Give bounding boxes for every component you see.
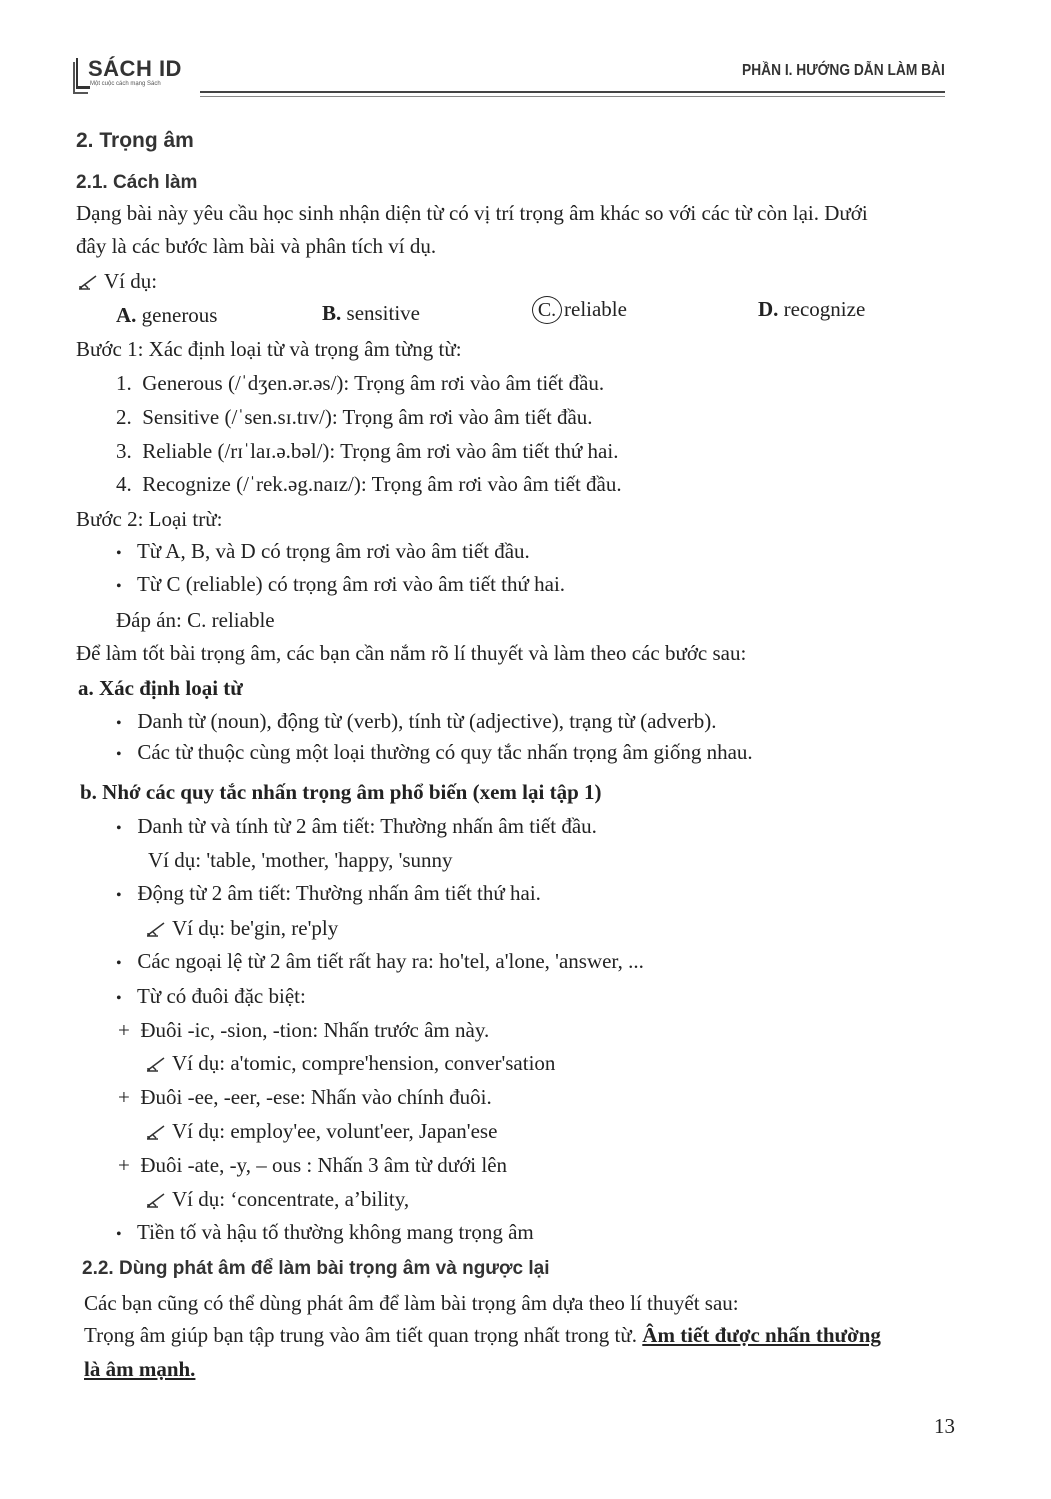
tip-line: Để làm tốt bài trọng âm, các bạn cần nắm rõ lí thuyết và làm theo các bước sau: bbox=[76, 641, 747, 665]
subheading-b: b. Nhớ các quy tắc nhấn trọng âm phổ biến (xem lại tập 1) bbox=[80, 780, 602, 804]
logo-text: SÁCH ID bbox=[88, 56, 182, 81]
pen-icon bbox=[146, 921, 168, 937]
plus-item: + Đuôi -ate, -y, – ous : Nhấn 3 âm từ dưới lên bbox=[118, 1153, 508, 1177]
logo-tagline: Một cuộc cách mạng Sách bbox=[90, 81, 161, 87]
example-line: Ví dụ: ‘concentrate, a’bility, bbox=[146, 1186, 409, 1212]
list-item: • Các từ thuộc cùng một loại thường có quy tắc nhấn trọng âm giống nhau. bbox=[116, 740, 753, 764]
subsection-title: 2.2. Dùng phát âm để làm bài trọng âm và ngược lại bbox=[82, 1258, 550, 1279]
list-item: • Tiền tố và hậu tố thường không mang trọng âm bbox=[116, 1220, 534, 1244]
page-number: 13 bbox=[934, 1414, 955, 1438]
example-line: Ví dụ: be'gin, re'ply bbox=[146, 915, 338, 941]
list-item: • Các ngoại lệ từ 2 âm tiết rất hay ra: ho'tel, a'lone, 'answer, ... bbox=[116, 949, 644, 973]
answer-line: Đáp án: C. reliable bbox=[116, 608, 275, 632]
step-2: Bước 2: Loại trừ: bbox=[76, 507, 223, 531]
header-rule bbox=[200, 91, 945, 93]
answer-circle: C. bbox=[532, 296, 562, 324]
pen-icon bbox=[146, 1056, 168, 1072]
plus-item: + Đuôi -ic, -sion, -tion: Nhấn trước âm này. bbox=[118, 1018, 490, 1042]
option-a: A. generous bbox=[116, 303, 218, 327]
example-label: Ví dụ: bbox=[78, 268, 157, 294]
emphasis-text: Âm tiết được nhấn thường bbox=[642, 1323, 881, 1347]
subheading-a: a. Xác định loại từ bbox=[78, 676, 243, 700]
step-2-item: • Từ C (reliable) có trọng âm rơi vào âm tiết thứ hai. bbox=[116, 572, 566, 596]
section-header: PHẦN I. HƯỚNG DẪN LÀM BÀI bbox=[742, 62, 945, 79]
list-item: • Danh từ (noun), động từ (verb), tính từ (adjective), trạng từ (adverb). bbox=[116, 709, 717, 733]
intro-line-1: Dạng bài này yêu cầu học sinh nhận diện từ có vị trí trọng âm khác so với các từ còn lại. Dưới bbox=[76, 201, 868, 225]
list-item: • Danh từ và tính từ 2 âm tiết: Thường nhấn âm tiết đầu. bbox=[116, 814, 597, 838]
step-1-item: 1. Generous (/ˈdʒen.ər.əs/): Trọng âm rơi vào âm tiết đầu. bbox=[116, 371, 605, 395]
step-1-item: 4. Recognize (/ˈrek.əg.naɪz/): Trọng âm rơi vào âm tiết đầu. bbox=[116, 472, 622, 496]
step-1: Bước 1: Xác định loại từ và trọng âm từng từ: bbox=[76, 337, 462, 361]
subsection-title: 2.1. Cách làm bbox=[76, 172, 198, 193]
option-d: D. recognize bbox=[758, 297, 866, 321]
pen-icon bbox=[146, 1124, 168, 1140]
example-line: Ví dụ: 'table, 'mother, 'happy, 'sunny bbox=[148, 848, 453, 872]
step-2-item: • Từ A, B, và D có trọng âm rơi vào âm tiết đầu. bbox=[116, 539, 530, 563]
example-line: Ví dụ: employ'ee, volunt'eer, Japan'ese bbox=[146, 1118, 497, 1144]
header-rule-thin bbox=[200, 96, 945, 97]
step-1-item: 3. Reliable (/rɪˈlaɪ.ə.bəl/): Trọng âm rơi vào âm tiết thứ hai. bbox=[116, 439, 619, 463]
paragraph-line: Các bạn cũng có thể dùng phát âm để làm bài trọng âm dựa theo lí thuyết sau: bbox=[84, 1291, 739, 1315]
emphasis-text: là âm mạnh. bbox=[84, 1357, 196, 1381]
step-1-item: 2. Sensitive (/ˈsen.sɪ.tɪv/): Trọng âm rơi vào âm tiết đầu. bbox=[116, 405, 593, 429]
option-b: B. sensitive bbox=[322, 301, 421, 325]
paragraph-line: Trọng âm giúp bạn tập trung vào âm tiết quan trọng nhất trong từ. Âm tiết được nhấn thường bbox=[84, 1323, 881, 1347]
list-item: • Động từ 2 âm tiết: Thường nhấn âm tiết thứ hai. bbox=[116, 881, 541, 905]
paragraph-line bbox=[84, 1356, 195, 1382]
section-title: 2. Trọng âm bbox=[76, 129, 194, 152]
intro-line-2: đây là các bước làm bài và phân tích ví dụ. bbox=[76, 234, 437, 258]
list-item: • Từ có đuôi đặc biệt: bbox=[116, 984, 306, 1008]
plus-item: + Đuôi -ee, -eer, -ese: Nhấn vào chính đuôi. bbox=[118, 1085, 492, 1109]
example-line: Ví dụ: a'tomic, compre'hension, conver'sation bbox=[146, 1050, 555, 1076]
pen-icon bbox=[78, 274, 100, 290]
option-c-circled: C. reliable bbox=[532, 296, 627, 324]
pen-icon bbox=[146, 1192, 168, 1208]
